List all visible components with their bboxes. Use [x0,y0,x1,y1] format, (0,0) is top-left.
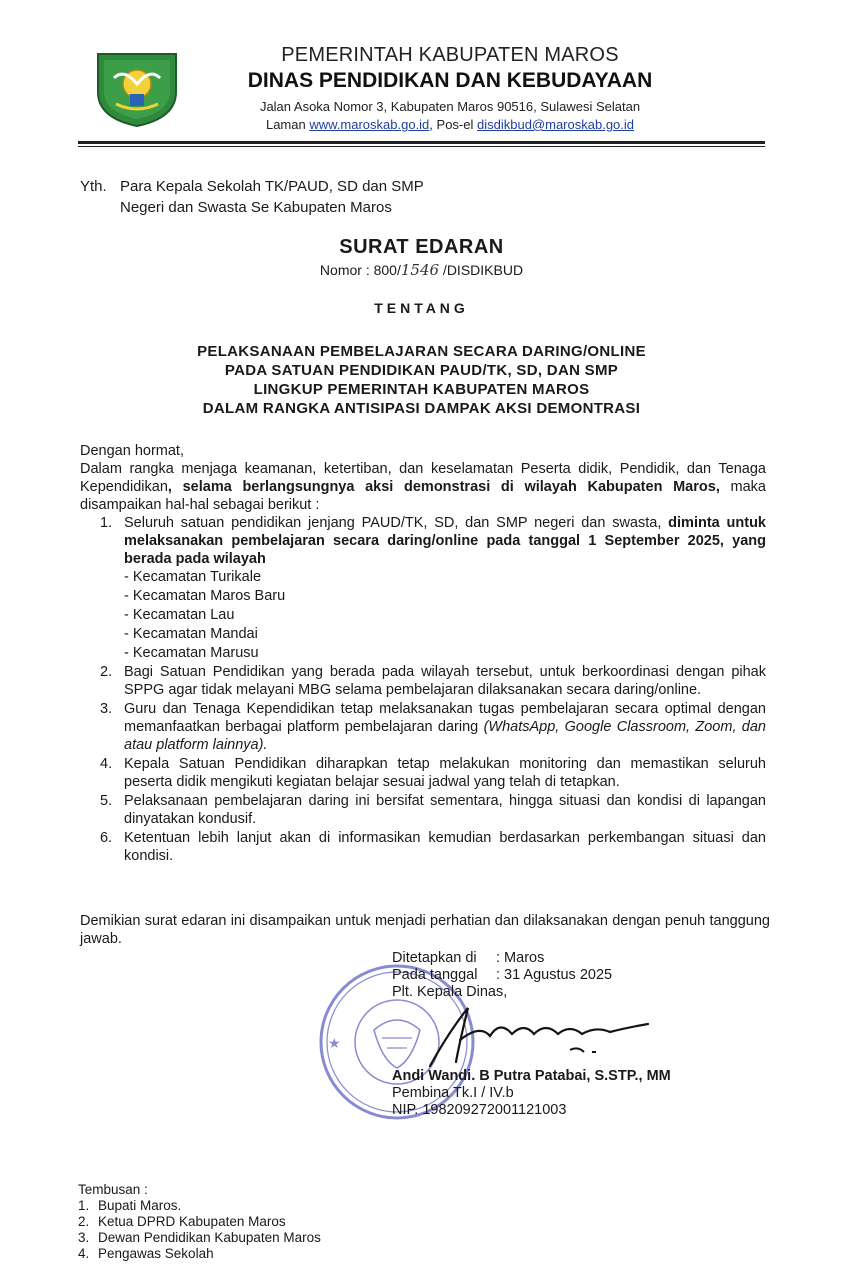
intro-paragraph [80,460,766,514]
item-number: 1. [100,515,113,531]
item-italic-text: (WhatsApp, Google Classroom, Zoom, dan atau platform lainnya). [124,719,766,753]
header-divider-thin [78,146,765,147]
cc-item [78,1230,321,1246]
district-item: - Kecamatan Marusu [124,645,259,661]
item-text: Pelaksanaan pembelajaran daring ini bersifat sementara, hingga situasi dan kondisi di lapangan dinyatakan kondusif. [124,793,766,827]
instruction-list [80,514,766,865]
intro-bold-text: , selama berlangsungnya aksi demonstrasi di wilayah Kabupaten Maros, [167,479,720,495]
addressee-line-1: Para Kepala Sekolah TK/PAUD, SD dan SMP [120,178,424,195]
regency-logo-icon [94,48,180,128]
header-divider [78,141,765,144]
cc-text: Dewan Pendidikan Kabupaten Maros [98,1230,321,1245]
svg-text:★: ★ [328,1035,341,1051]
letter-number-prefix: Nomor : 800/ [319,262,401,278]
signer-name: Andi Wandi. B Putra Patabai, S.STP., MM [392,1068,671,1084]
cc-text: Bupati Maros. [98,1198,182,1213]
letter-number-suffix: /DISDIKBUD [439,262,524,278]
signature-block [392,950,612,1001]
department-name: DINAS PENDIDIKAN DAN KEBUDAYAAN [247,69,653,92]
email-label: , Pos-el [429,117,474,132]
letter-number-handwritten: 1546 [400,261,440,279]
letter-number [0,261,843,279]
subject-heading [0,342,843,418]
item-text: Kepala Satuan Pendidikan diharapkan tetap melakukan monitoring dan memastikan seluruh peserta didik mengikuti kegiatan belajar sesuai jadwal yang telah di tetapkan. [124,756,766,790]
item-bold-text: diminta untuk melaksanakan pembelajaran secara daring/online pada tanggal 1 September 2025, yang berada pada wilayah [124,515,766,567]
list-item [80,792,766,828]
subject-line: LINGKUP PEMERINTAH KABUPATEN MAROS [253,381,590,398]
signer-position: Plt. Kepala Dinas, [392,984,508,1000]
letter-type: SURAT EDARAN [339,236,504,258]
cc-number: 3. [78,1230,90,1245]
letter-title-block [0,236,843,279]
web-label: Laman [265,117,306,132]
item-number: 4. [100,756,113,772]
intro-text-end: maka disampaikan hal-hal sebagai berikut : [80,479,766,513]
carbon-copy-block [78,1182,321,1262]
addressee-label: Yth. [80,178,107,195]
signer-nip: NIP. 198209272001121003 [392,1102,567,1118]
district-item: - Kecamatan Turikale [124,569,262,585]
intro-text: Dalam rangka menjaga keamanan, ketertiban, dan keselamatan Peserta didik, Pendidik, dan Tenaga Kependidikan [80,461,766,495]
about-heading: TENTANG [374,300,469,316]
subject-line: DALAM RANGKA ANTISIPASI DAMPAK AKSI DEMONTRASI [202,400,641,417]
date-label: Pada tanggal [392,967,478,983]
date-value: : 31 Agustus 2025 [496,967,613,983]
item-text: Seluruh satuan pendidikan jenjang PAUD/TK, SD, dan SMP negeri dan swasta, [124,515,669,531]
letter-body [80,442,766,866]
cc-text: Ketua DPRD Kabupaten Maros [98,1214,286,1229]
cc-item [78,1214,321,1230]
list-item [80,755,766,791]
government-name: PEMERINTAH KABUPATEN MAROS [281,44,619,66]
item-number: 2. [100,664,113,680]
subject-line: PELAKSANAAN PEMBELAJARAN SECARA DARING/ONLINE [197,343,646,360]
email-link[interactable]: disdikbud@maroskab.go.id [477,117,635,132]
district-item: - Kecamatan Mandai [124,626,258,642]
list-item [80,829,766,865]
subject-line: PADA SATUAN PENDIDIKAN PAUD/TK, SD, DAN SMP [224,362,619,379]
list-item [80,663,766,699]
signer-identity [392,1068,671,1119]
addressee-line-2: Negeri dan Swasta Se Kabupaten Maros [120,199,392,216]
cc-number: 4. [78,1246,90,1261]
place-label: Ditetapkan di [392,950,477,966]
item-text: Bagi Satuan Pendidikan yang berada pada wilayah tersebut, untuk berkoordinasi dengan pihak SPPG agar tidak melayani MBG selama pembelajaran dilaksanakan secara daring/online. [124,664,766,698]
district-item: - Kecamatan Lau [124,607,235,623]
item-text: Ketentuan lebih lanjut akan di informasikan kemudian berdasarkan perkembangan situasi dan kondisi. [124,830,766,864]
contact-line [190,117,710,132]
cc-number: 2. [78,1214,90,1229]
addressee-block [80,176,424,218]
handwritten-signature-icon [420,1000,660,1070]
website-link[interactable]: www.maroskab.go.id [309,117,430,132]
cc-item [78,1246,321,1262]
item-text: Guru dan Tenaga Kependidikan tetap melaksanakan tugas pembelajaran secara optimal dengan memanfaatkan berbagai platform pembelajaran daring [124,701,766,735]
district-item: - Kecamatan Maros Baru [124,588,286,604]
place-value: : Maros [496,950,545,966]
item-number: 3. [100,701,113,717]
cc-text: Pengawas Sekolah [98,1246,214,1261]
closing-paragraph: Demikian surat edaran ini disampaikan untuk menjadi perhatian dan dilaksanakan dengan penuh tanggung jawab. [80,913,770,947]
item-number: 6. [100,830,113,846]
cc-label: Tembusan : [78,1182,148,1197]
item-number: 5. [100,793,113,809]
signer-rank: Pembina Tk.I / IV.b [392,1085,514,1101]
cc-number: 1. [78,1198,90,1213]
office-address: Jalan Asoka Nomor 3, Kabupaten Maros 90516, Sulawesi Selatan [259,99,641,114]
letterhead [190,44,710,132]
district-list [124,568,766,662]
cc-item [78,1198,321,1214]
greeting: Dengan hormat, [80,443,184,459]
list-item [80,700,766,754]
list-item [80,514,766,662]
